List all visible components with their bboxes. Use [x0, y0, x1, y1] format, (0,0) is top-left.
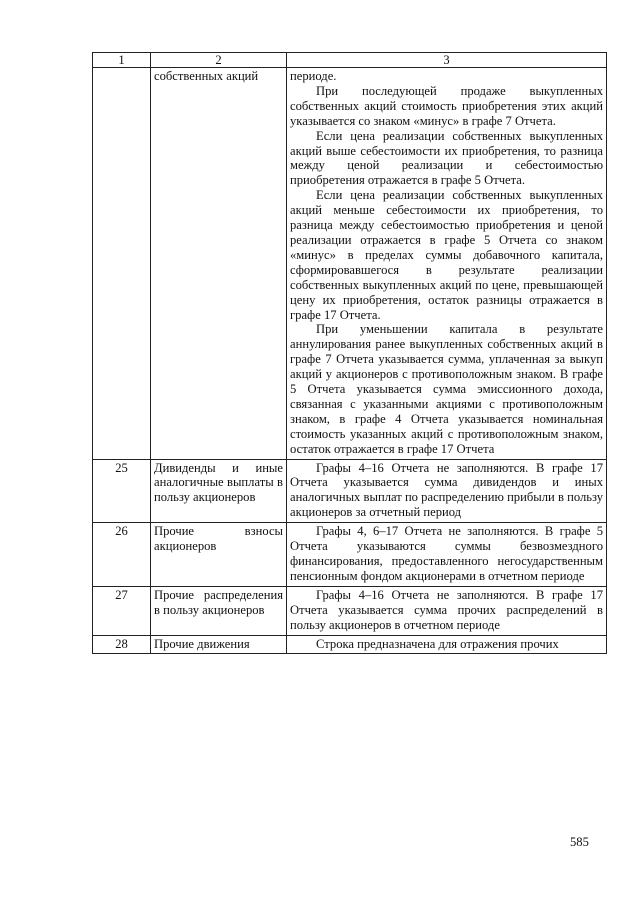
description-paragraph: При последующей продаже выкупленных собственных акций стоимость приобретения этих акций указывается со знаком «минус» в графе 7 Отчета. [290, 83, 603, 128]
description-paragraph: Если цена реализации собственных выкупленных акций выше себестоимости их приобретения, то разница между ценой реализации и себестоимостью приобретения отражается в графе 5 Отчета. [290, 128, 603, 188]
row-number-cell [93, 68, 151, 460]
table-row-continuation [93, 68, 607, 460]
table-row [93, 635, 607, 654]
header-cell-1: 1 [93, 53, 151, 68]
description-paragraph: Строка предназначена для отражения прочих [316, 636, 559, 651]
header-cell-3: 3 [287, 53, 607, 68]
row-number-cell: 25 [93, 459, 151, 523]
row-label-cell: Прочие движения [151, 635, 287, 654]
row-label-cell: собственных акций [151, 68, 287, 460]
table-row [93, 459, 607, 523]
row-label-cell: Прочие взносы акционеров [151, 523, 287, 587]
page-number: 585 [570, 835, 589, 849]
table-header-row [93, 53, 607, 68]
description-paragraph: Графы 4–16 Отчета не заполняются. В графе 17 Отчета указывается сумма прочих распределений в пользу акционеров в отчетном периоде [290, 587, 603, 632]
description-paragraph: периоде. [290, 69, 337, 83]
document-table [92, 52, 607, 654]
table-row [93, 523, 607, 587]
row-number-cell: 27 [93, 586, 151, 635]
row-description-cell [287, 586, 607, 635]
description-paragraph: Графы 4, 6–17 Отчета не заполняются. В графе 5 Отчета указываются суммы безвозмездного финансирования, предоставленного негосударственным пенсионным фондом акционерами в отчетном периоде [290, 524, 603, 583]
row-description-cell [287, 459, 607, 523]
description-paragraph: Графы 4–16 Отчета не заполняются. В графе 17 Отчета указывается сумма дивидендов и иных аналогичных выплат по распределению прибыли в пользу акционеров за отчетный период [290, 460, 603, 520]
row-description-cell [287, 68, 607, 460]
table-row [93, 586, 607, 635]
description-paragraph: Если цена реализации собственных выкупленных акций меньше себестоимости их приобретения, то разница между себестоимостью приобретения и ценой реализации отражается в графе 5 Отчета со знаком «минус» в пределах суммы добавочного капитала, сформировавшегося в результате реализации собственных выкупленных акций по цене, превышающей цену их приобретения, остаток разницы отражается в графе 17 Отчета. [290, 188, 603, 322]
row-description-cell [287, 523, 607, 587]
row-number-cell: 28 [93, 635, 151, 654]
row-description-cell [287, 635, 607, 654]
row-label-cell: Дивиденды и иные аналогичные выплаты в пользу акционеров [151, 459, 287, 523]
description-paragraph: При уменьшении капитала в результате аннулирования ранее выкупленных собственных акций в графе 7 Отчета указывается сумма, уплаченная за выкуп акций у акционеров с противоположным знаком. В графе 5 Отчета указывается сумма эмиссионного дохода, связанная с указанными акциями с противоположным знаком, в графе 4 Отчета указывается номинальная стоимость указанных акций с противоположным знаком, остаток отражается в графе 17 Отчета [290, 322, 603, 456]
row-number-cell: 26 [93, 523, 151, 587]
row-label-cell: Прочие распределения в пользу акционеров [151, 586, 287, 635]
header-cell-2: 2 [151, 53, 287, 68]
